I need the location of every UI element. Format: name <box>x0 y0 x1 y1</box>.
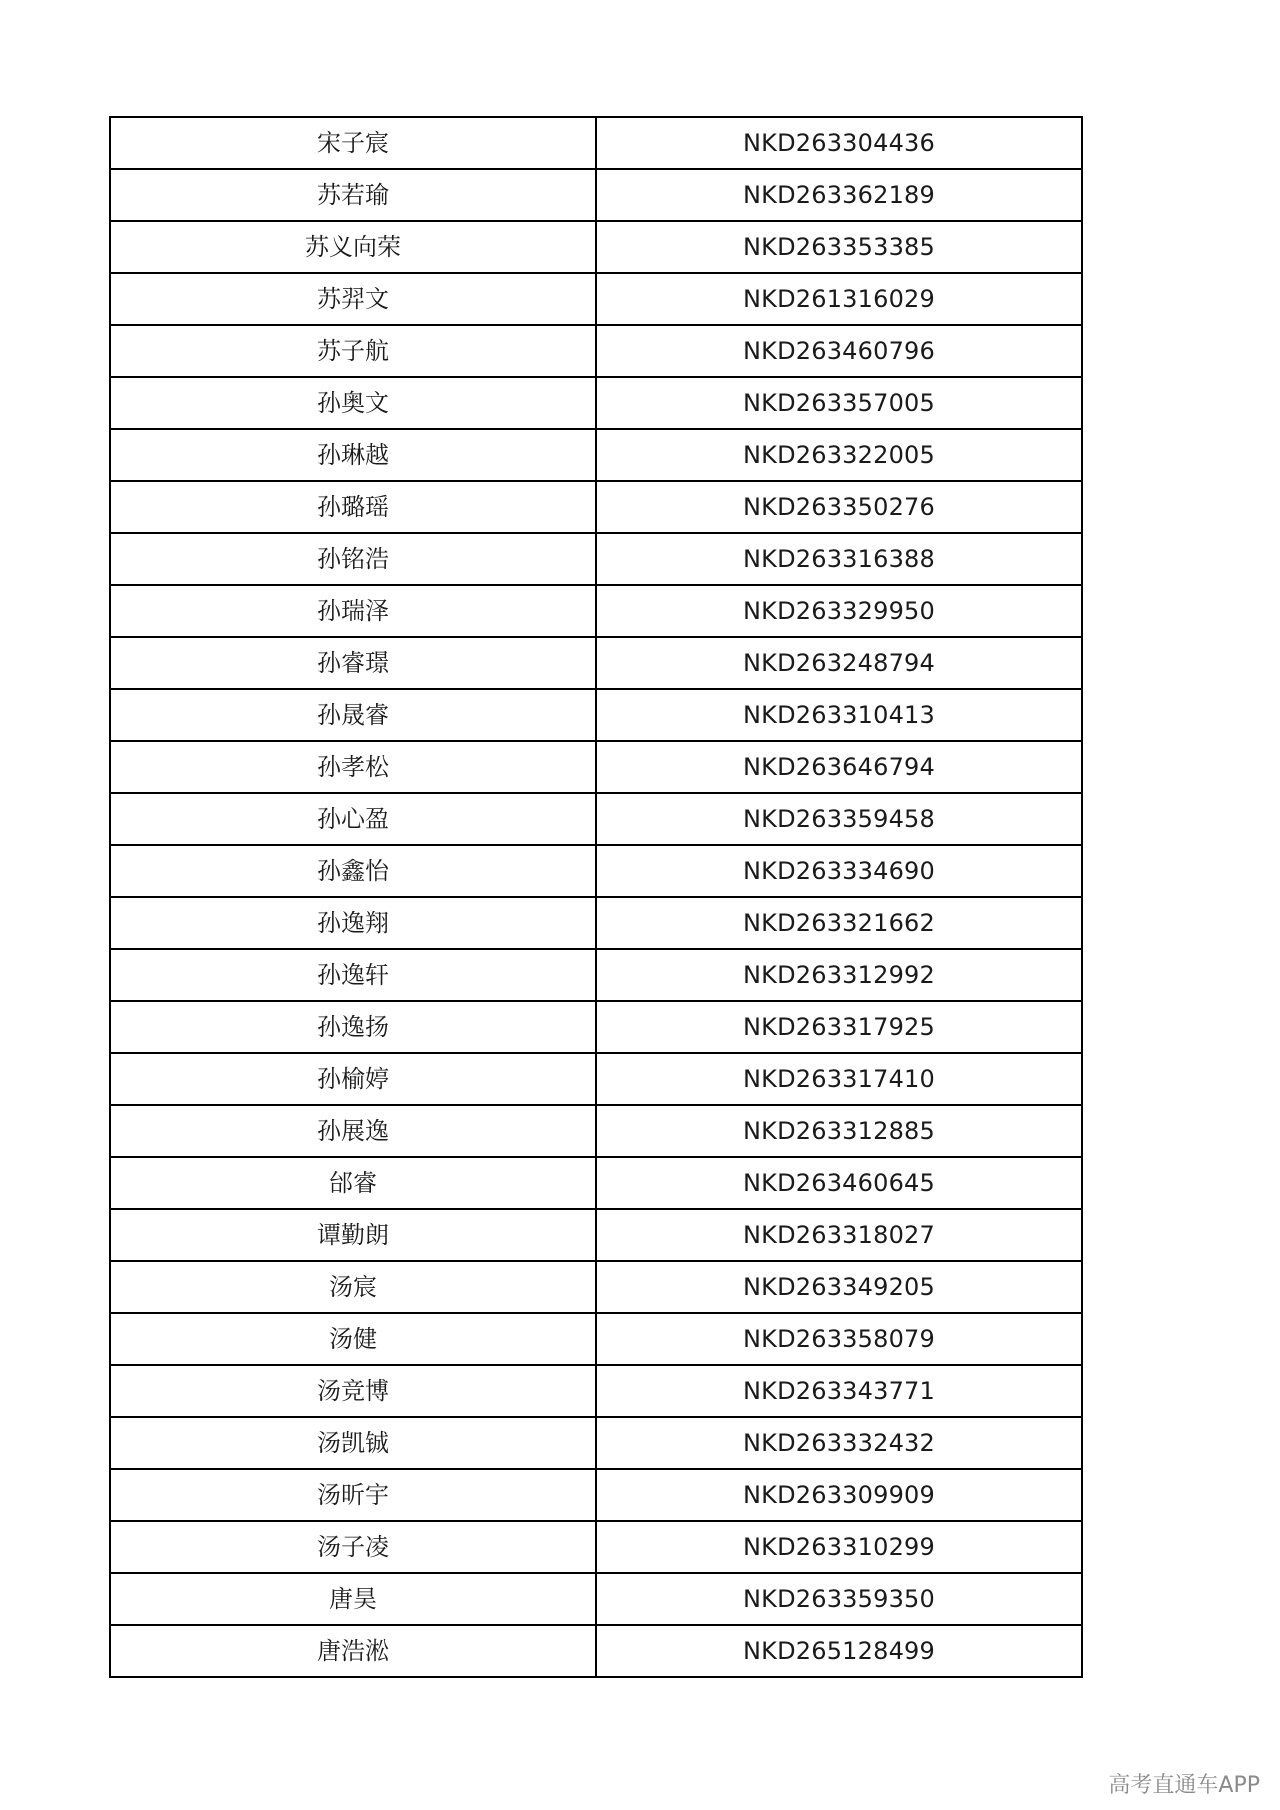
table-row <box>110 1417 1082 1469</box>
student-id-cell: NKD263312992 <box>596 949 1082 1001</box>
table-row <box>110 325 1082 377</box>
student-name-cell: 谭勤朗 <box>110 1209 596 1261</box>
student-id-cell: NKD263334690 <box>596 845 1082 897</box>
student-id-cell: NKD263310413 <box>596 689 1082 741</box>
student-id-cell: NKD263646794 <box>596 741 1082 793</box>
table-row <box>110 533 1082 585</box>
watermark-label: 高考直通车APP <box>1108 1773 1260 1798</box>
student-id-cell: NKD263343771 <box>596 1365 1082 1417</box>
table-row <box>110 1365 1082 1417</box>
table-row <box>110 169 1082 221</box>
student-id-cell: NKD263322005 <box>596 429 1082 481</box>
student-name-cell: 苏子航 <box>110 325 596 377</box>
student-name-cell: 汤健 <box>110 1313 596 1365</box>
table-row <box>110 637 1082 689</box>
student-id-cell: NKD265128499 <box>596 1625 1082 1677</box>
table-row <box>110 793 1082 845</box>
student-name-cell: 孙瑞泽 <box>110 585 596 637</box>
student-name-cell: 苏义向荣 <box>110 221 596 273</box>
student-name-cell: 汤宸 <box>110 1261 596 1313</box>
table-row <box>110 689 1082 741</box>
table-row <box>110 741 1082 793</box>
student-name-cell: 孙晟睿 <box>110 689 596 741</box>
student-name-cell: 孙心盈 <box>110 793 596 845</box>
student-name-cell: 汤子凌 <box>110 1521 596 1573</box>
table-row <box>110 377 1082 429</box>
student-name-cell: 孙逸轩 <box>110 949 596 1001</box>
student-id-cell: NKD263321662 <box>596 897 1082 949</box>
student-id-cell: NKD263359350 <box>596 1573 1082 1625</box>
table-row <box>110 273 1082 325</box>
student-name-cell: 孙铭浩 <box>110 533 596 585</box>
student-id-cell: NKD263332432 <box>596 1417 1082 1469</box>
student-name-cell: 孙展逸 <box>110 1105 596 1157</box>
table-body <box>110 117 1082 1677</box>
table-row <box>110 949 1082 1001</box>
student-id-cell: NKD263358079 <box>596 1313 1082 1365</box>
student-name-cell: 汤凯铖 <box>110 1417 596 1469</box>
student-id-cell: NKD263309909 <box>596 1469 1082 1521</box>
student-name-cell: 唐昊 <box>110 1573 596 1625</box>
table-row <box>110 221 1082 273</box>
student-id-cell: NKD263248794 <box>596 637 1082 689</box>
table-row <box>110 117 1082 169</box>
student-id-cell: NKD263329950 <box>596 585 1082 637</box>
student-name-cell: 孙睿璟 <box>110 637 596 689</box>
table-row <box>110 1313 1082 1365</box>
student-id-cell: NKD263312885 <box>596 1105 1082 1157</box>
student-id-cell: NKD263317925 <box>596 1001 1082 1053</box>
student-name-cell: 孙逸翔 <box>110 897 596 949</box>
student-id-cell: NKD263316388 <box>596 533 1082 585</box>
student-name-cell: 唐浩淞 <box>110 1625 596 1677</box>
table-row <box>110 1521 1082 1573</box>
student-name-cell: 宋子宸 <box>110 117 596 169</box>
student-id-cell: NKD263304436 <box>596 117 1082 169</box>
student-id-cell: NKD263357005 <box>596 377 1082 429</box>
table-row <box>110 585 1082 637</box>
student-name-cell: 苏若瑜 <box>110 169 596 221</box>
student-name-cell: 孙逸扬 <box>110 1001 596 1053</box>
table-row <box>110 1469 1082 1521</box>
table-row <box>110 1625 1082 1677</box>
table-row <box>110 1209 1082 1261</box>
student-id-cell: NKD263460645 <box>596 1157 1082 1209</box>
student-name-cell: 孙琳越 <box>110 429 596 481</box>
table-row <box>110 481 1082 533</box>
student-name-cell: 邰睿 <box>110 1157 596 1209</box>
student-id-cell: NKD263359458 <box>596 793 1082 845</box>
table-row <box>110 429 1082 481</box>
student-id-cell: NKD263310299 <box>596 1521 1082 1573</box>
student-name-cell: 孙璐瑶 <box>110 481 596 533</box>
student-name-cell: 孙孝松 <box>110 741 596 793</box>
student-id-cell: NKD263353385 <box>596 221 1082 273</box>
table-row <box>110 1261 1082 1313</box>
student-name-cell: 苏羿文 <box>110 273 596 325</box>
student-id-cell: NKD263362189 <box>596 169 1082 221</box>
student-name-cell: 汤竞博 <box>110 1365 596 1417</box>
student-id-cell: NKD263460796 <box>596 325 1082 377</box>
table-row <box>110 1157 1082 1209</box>
student-name-cell: 汤昕宇 <box>110 1469 596 1521</box>
student-name-cell: 孙奥文 <box>110 377 596 429</box>
student-id-cell: NKD263349205 <box>596 1261 1082 1313</box>
table-row <box>110 1001 1082 1053</box>
student-id-cell: NKD263317410 <box>596 1053 1082 1105</box>
student-id-cell: NKD263318027 <box>596 1209 1082 1261</box>
student-id-cell: NKD263350276 <box>596 481 1082 533</box>
table-row <box>110 897 1082 949</box>
student-name-cell: 孙榆婷 <box>110 1053 596 1105</box>
student-name-cell: 孙鑫怡 <box>110 845 596 897</box>
table-row <box>110 1573 1082 1625</box>
name-id-table <box>109 116 1083 1678</box>
table-row <box>110 845 1082 897</box>
table-row <box>110 1105 1082 1157</box>
student-id-cell: NKD261316029 <box>596 273 1082 325</box>
table-row <box>110 1053 1082 1105</box>
